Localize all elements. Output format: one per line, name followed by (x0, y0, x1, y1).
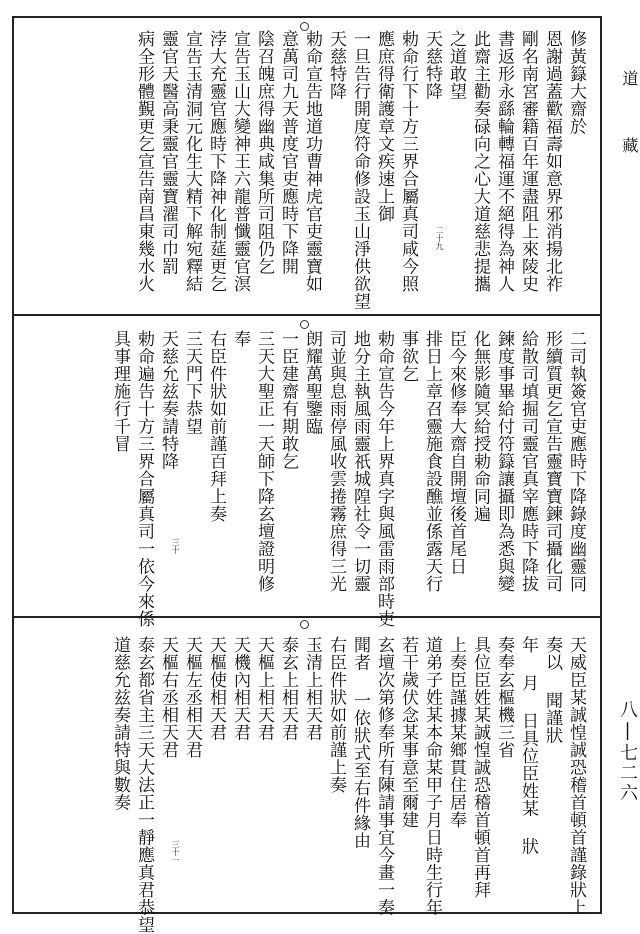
text-column: 病全形體覲更乞宣告南昌東幾水火 (134, 30, 154, 293)
text-column: 陰召魄庶得幽典咸集所司阻仍乞 (254, 30, 274, 275)
text-column: 玄壇次第修奉所有陳請事宜今畫一奏 (374, 636, 394, 916)
text-column: 天樞右丞相天君 (158, 636, 178, 759)
text-column: 朗耀萬聖鑒臨 (302, 330, 322, 435)
text-column: 泰玄都省主三天大法正一靜應真君恭望 (134, 636, 154, 934)
text-column: 剛名南宮審籍百年運盡阻上來陵史 (518, 30, 538, 293)
text-column: 修黃籙大齋於 (566, 30, 586, 135)
text-column: 聞者 一依狀式至右件緣由 (350, 636, 370, 849)
text-column: 奉 (230, 330, 250, 348)
binding-hole-icon (300, 620, 309, 629)
text-column: 一旦告行開度符命修設玉山淨供欲望 (350, 30, 370, 310)
text-column: 靈官天醫高秉靈官靈寶濯司巾罰 (158, 30, 178, 275)
text-column: 此齋主勸奏碌向之心大道慈悲提攜 (470, 30, 490, 293)
text-column: 形續質更乞宣告靈寶寶鍊司攝化司 (542, 330, 562, 593)
text-column: 之道敢望 (446, 30, 466, 100)
text-column: 事欲乞 (398, 330, 418, 383)
text-column: 天慈允兹奏請特降 (158, 330, 178, 470)
text-column: 鍊度事畢給付符籙讓攝即為悉與變 (494, 330, 514, 593)
collection-title: 道 藏 (620, 70, 639, 169)
text-column: 右臣件狀如前謹上奏 (326, 636, 346, 794)
text-column: 三天門下恭望 (182, 330, 202, 435)
text-column: 玉清上相天君 (302, 636, 322, 741)
top-panel (14, 18, 600, 314)
text-column: 臣今來修奉大齋自開壇後首尾日 (446, 330, 466, 575)
text-column: 奏以 聞謹狀 (542, 636, 562, 744)
text-column: 泰玄上相天君 (278, 636, 298, 741)
text-column: 司並與息雨停風收雲捲霧庶得三光 (326, 330, 346, 593)
text-column: 宣告玉山大變神王六龍普懺靈官溟 (230, 30, 250, 293)
text-column: 勅命宣告今年上界真字與風雷雨部時吏 (374, 330, 394, 628)
text-column: 天慈特降 (326, 30, 346, 100)
folio-mark: 三十 (171, 538, 180, 554)
text-column: 道弟子姓某本命某甲子月日時生行年 (422, 636, 442, 916)
text-column: 若干歲伏念某事意至爾建 (398, 636, 418, 829)
text-column: 天樞左丞相天君 (182, 636, 202, 759)
text-column: 浡大充靈官應時下降神化制莚更乞 (206, 30, 226, 293)
text-column: 排日上章召靈施食設醮並係露天行 (422, 330, 442, 593)
panel-divider (14, 616, 600, 618)
folio-mark: 三十一 (171, 840, 180, 864)
panel-divider (14, 314, 600, 316)
middle-panel (14, 318, 600, 628)
page-number: 八|七二六 (617, 700, 638, 803)
text-column: 天威臣某誠惶誠恐稽首頓首謹錄狀上 (566, 636, 586, 916)
text-column: 天樞使相天君 (206, 636, 226, 741)
text-column: 道慈允兹奏請特與數奏 (110, 636, 130, 811)
text-column: 應庶得衛護章文疾速上御 (374, 30, 394, 223)
bottom-panel (14, 620, 600, 934)
binding-hole-icon (300, 320, 309, 329)
text-column: 恩謝過蓋歡福壽如意界邪消揚北祚 (542, 30, 562, 293)
text-column: 勅命遍告十方三界合屬真司一依今來係 (134, 330, 154, 628)
text-column: 年 月 日具位臣姓某 狀 (518, 636, 538, 855)
page-frame (12, 16, 602, 934)
text-column: 上奏臣謹據某鄉貫住居奉 (446, 636, 466, 829)
text-column: 天機內相天君 (230, 636, 250, 741)
text-column: 具位臣姓某誠惶誠恐稽首頓首再拜 (470, 636, 490, 899)
text-column: 具事理施行千冒 (110, 330, 130, 453)
text-column: 天樞上相天君 (254, 636, 274, 741)
text-column: 一臣建齋有期敢乞 (278, 330, 298, 470)
text-column: 三天大聖正一天師下降玄壇證明修 (254, 330, 274, 593)
text-column: 給散司填掘司靈官真宰應時下降拔 (518, 330, 538, 593)
text-column: 天慈特降 (422, 30, 442, 100)
folio-mark: 二十九 (435, 226, 444, 250)
text-column: 奏奉玄樞機三省 (494, 636, 514, 759)
text-column: 書返形永繇輪轉福運不絕得為神人 (494, 30, 514, 293)
text-column: 右臣件狀如前謹百拜上奏 (206, 330, 226, 523)
text-column: 意萬司九天普度官吏應時下降開 (278, 30, 298, 275)
text-column: 勅命行下十方三界合屬真司咸今照 (398, 30, 418, 293)
text-column: 二司執簽官吏應時下降錄度幽靈同 (566, 330, 586, 593)
text-column: 地分主執風雨靈祇城隍社令一切靈 (350, 330, 370, 593)
text-column: 宣告玉清洞元化生大精下解宛釋結 (182, 30, 202, 293)
text-column: 化無影隨冥給授勅命同遍 (470, 330, 490, 523)
text-column: 勅命宣告地道功曹神虎官吏靈寶如 (302, 30, 322, 293)
